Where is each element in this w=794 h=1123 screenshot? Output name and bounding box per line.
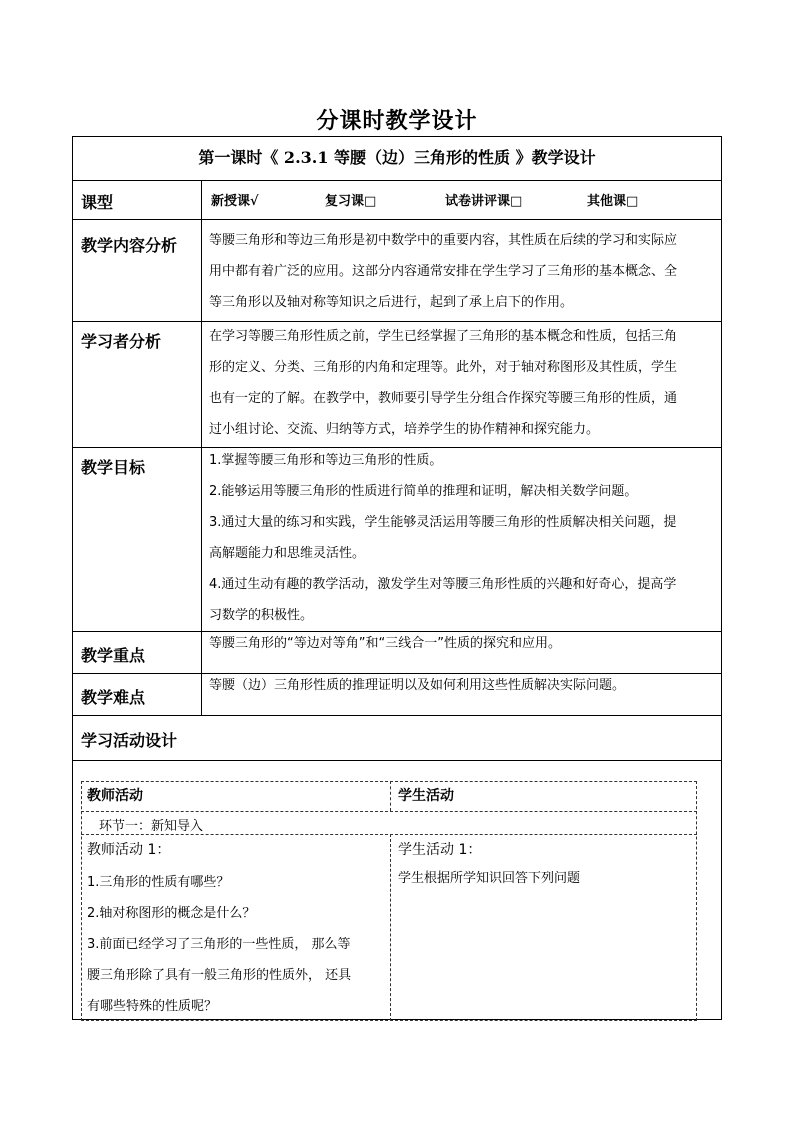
row-divider — [73, 715, 721, 716]
course-type-option-review: 复习课□ — [325, 194, 377, 209]
text-line: 也有一定的了解。在教学中，教师要引导学生分组合作探究等腰三角形的性质，通 — [209, 391, 678, 406]
activity-design-label: 学习活动设计 — [81, 731, 178, 750]
key-points-text: 等腰三角形的“等边对等角”和“三线合一”性质的探究和应用。 — [209, 636, 561, 651]
question-line: 1.三角形的性质有哪些？ — [87, 875, 230, 890]
objectives-text — [209, 445, 715, 631]
objective-line: 1.掌握等腰三角形和等边三角形的性质。 — [209, 453, 443, 468]
content-analysis-label: 教学内容分析 — [81, 236, 178, 255]
objective-line: 习数学的积极性。 — [209, 608, 314, 623]
objective-line: 高解题能力和思维灵活性。 — [209, 546, 366, 561]
stage-label: 环节一：新知导入 — [99, 819, 204, 834]
teacher-activity-header: 教师活动 — [87, 788, 143, 804]
course-type-option-new: 新授课√ — [211, 194, 259, 209]
course-type-option-other: 其他课□ — [587, 194, 639, 209]
text-line: 用中都有着广泛的应用。这部分内容通常安排在学生学习了三角形的基本概念、全 — [209, 264, 678, 279]
document-title: 分课时教学设计 — [316, 108, 478, 134]
difficulties-label: 教学难点 — [81, 688, 146, 707]
teacher-activity-title: 教师活动 1： — [87, 842, 171, 858]
objective-line: 2.能够运用等腰三角形的性质进行简单的推理和证明，解决相关数学问题。 — [209, 484, 638, 499]
activity-column-divider — [390, 781, 391, 811]
difficulties-text: 等腰（边）三角形性质的推理证明以及如何利用这些性质解决实际问题。 — [209, 678, 626, 693]
lesson-design-table — [72, 136, 722, 1020]
objective-line: 4.通过生动有趣的教学活动，激发学生对等腰三角形性质的兴趣和好奇心，提高学 — [209, 577, 677, 592]
student-activity-header: 学生活动 — [398, 788, 454, 804]
learner-analysis-label: 学习者分析 — [81, 332, 162, 351]
question-line: 有哪些特殊的性质呢？ — [87, 999, 218, 1014]
key-points-label: 教学重点 — [81, 646, 146, 665]
text-line: 等三角形以及轴对称等知识之后进行，起到了承上启下的作用。 — [209, 295, 574, 310]
row-divider — [73, 180, 721, 181]
question-line: 3.前面已经学习了三角形的一些性质， 那么等 — [87, 937, 351, 952]
activity-column-divider — [390, 834, 391, 1021]
column-divider — [201, 180, 202, 715]
row-divider — [73, 760, 721, 761]
text-line: 等腰三角形和等边三角形是初中数学中的重要内容，其性质在后续的学习和实际应 — [209, 233, 678, 248]
activity-divider — [81, 834, 697, 835]
objective-line: 3.通过大量的练习和实践，学生能够灵活运用等腰三角形的性质解决相关问题，提 — [209, 515, 677, 530]
text-line: 过小组讨论、交流、归纳等方式，培养学生的协作精神和探究能力。 — [209, 422, 600, 437]
course-type-label: 课型 — [81, 193, 114, 212]
question-line: 2.轴对称图形的概念是什么？ — [87, 906, 256, 921]
course-type-option-exam-review: 试卷讲评课□ — [445, 194, 523, 209]
activity-divider — [81, 811, 697, 812]
objectives-label: 教学目标 — [81, 458, 146, 477]
content-analysis-text — [209, 225, 715, 318]
lesson-title: 第一课时《 2.3.1 等腰（边）三角形的性质 》教学设计 — [198, 148, 596, 167]
learner-analysis-text — [209, 321, 715, 445]
student-activity-title: 学生活动 1： — [398, 842, 482, 858]
teacher-activity-questions — [87, 867, 387, 1022]
student-activity-text: 学生根据所学知识回答下列问题 — [398, 871, 581, 886]
question-line: 腰三角形除了具有一般三角形的性质外， 还具 — [87, 968, 352, 983]
text-line: 在学习等腰三角形性质之前，学生已经掌握了三角形的基本概念和性质，包括三角 — [209, 329, 678, 344]
row-divider — [73, 219, 721, 220]
text-line: 形的定义、分类、三角形的内角和定理等。此外，对于轴对称图形及其性质，学生 — [209, 360, 678, 375]
